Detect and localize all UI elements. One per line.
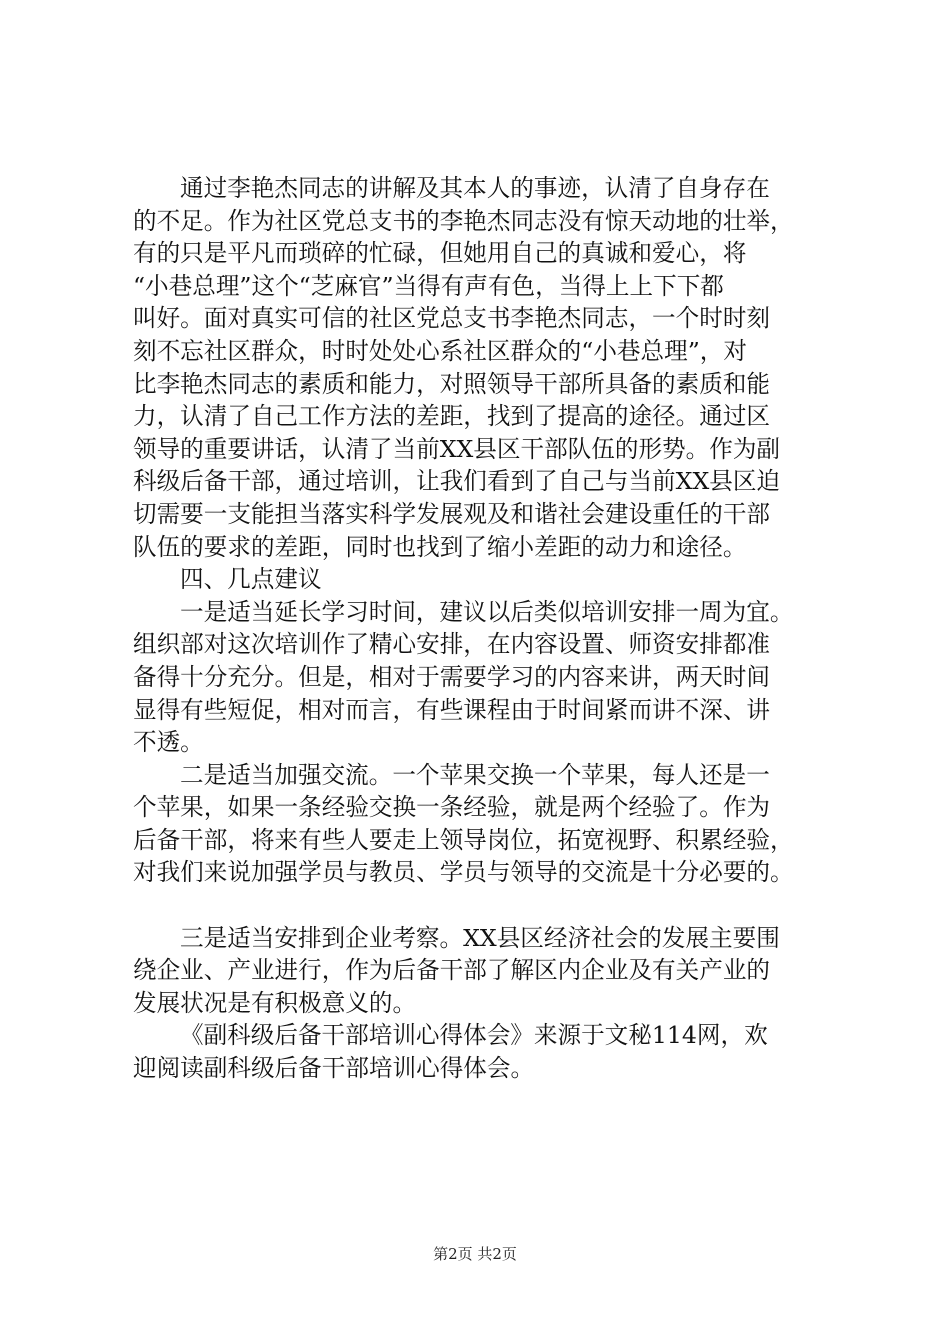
text-line: 力，认清了自己工作方法的差距，找到了提高的途径。通过区 — [133, 402, 771, 431]
text-line: 刻不忘社区群众，时时处处心系社区群众的“小巷总理”，对 — [133, 336, 747, 365]
text-line: 《副科级后备干部培训心得体会》来源于文秘114网，欢 — [180, 1021, 768, 1050]
text-line: 比李艳杰同志的素质和能力，对照领导干部所具备的素质和能 — [133, 369, 771, 398]
text-line: 通过李艳杰同志的讲解及其本人的事迹，认清了自身存在 — [180, 174, 770, 202]
text-line: “小巷总理”这个“芝麻官”当得有声有色，当得上上下下都 — [133, 271, 724, 300]
text-line: 发展状况是有积极意义的。 — [133, 988, 417, 1017]
text-line: 的不足。作为社区党总支书的李艳杰同志没有惊天动地的壮举， — [133, 206, 794, 235]
text-line: 迎阅读副科级后备干部培训心得体会。 — [133, 1054, 535, 1083]
text-line: 叫好。面对真实可信的社区党总支书李艳杰同志，一个时时刻 — [133, 304, 771, 333]
document-body — [133, 172, 833, 1085]
text-line: 有的只是平凡而琐碎的忙碌，但她用自己的真诚和爱心，将 — [133, 239, 747, 268]
text-line: 绕企业、产业进行，作为后备干部了解区内企业及有关产业的 — [133, 956, 771, 985]
text-line: 队伍的要求的差距，同时也找到了缩小差距的动力和途径。 — [133, 532, 747, 561]
text-line: 对我们来说加强学员与教员、学员与领导的交流是十分必要的。 — [133, 858, 794, 887]
text-line: 科级后备干部，通过培训，让我们看到了自己与当前XX县区迫 — [133, 467, 781, 496]
blank-line — [133, 889, 833, 922]
text-line: 个苹果，如果一条经验交换一条经验，就是两个经验了。作为 — [133, 793, 771, 822]
text-line: 备得十分充分。但是，相对于需要学习的内容来讲，两天时间 — [133, 662, 771, 691]
text-line: 切需要一支能担当落实科学发展观及和谐社会建设重任的干部 — [133, 499, 771, 528]
text-line: 一是适当延长学习时间，建议以后类似培训安排一周为宜。 — [180, 597, 794, 626]
text-line: 二是适当加强交流。一个苹果交换一个苹果，每人还是一 — [180, 760, 770, 789]
text-line: 三是适当安排到企业考察。XX县区经济社会的发展主要围 — [180, 923, 780, 952]
text-line: 四、几点建议 — [180, 565, 322, 594]
text-line: 领导的重要讲话，认清了当前XX县区干部队伍的形势。作为副 — [133, 434, 781, 463]
text-line: 显得有些短促，相对而言，有些课程由于时间紧而讲不深、讲 — [133, 695, 771, 724]
text-line: 不透。 — [133, 728, 204, 757]
page-footer: 第2页 共2页 — [433, 1245, 517, 1263]
text-line: 组织部对这次培训作了精心安排，在内容设置、师资安排都准 — [133, 630, 771, 659]
text-line: 后备干部，将来有些人要走上领导岗位，拓宽视野、积累经验， — [133, 825, 794, 854]
